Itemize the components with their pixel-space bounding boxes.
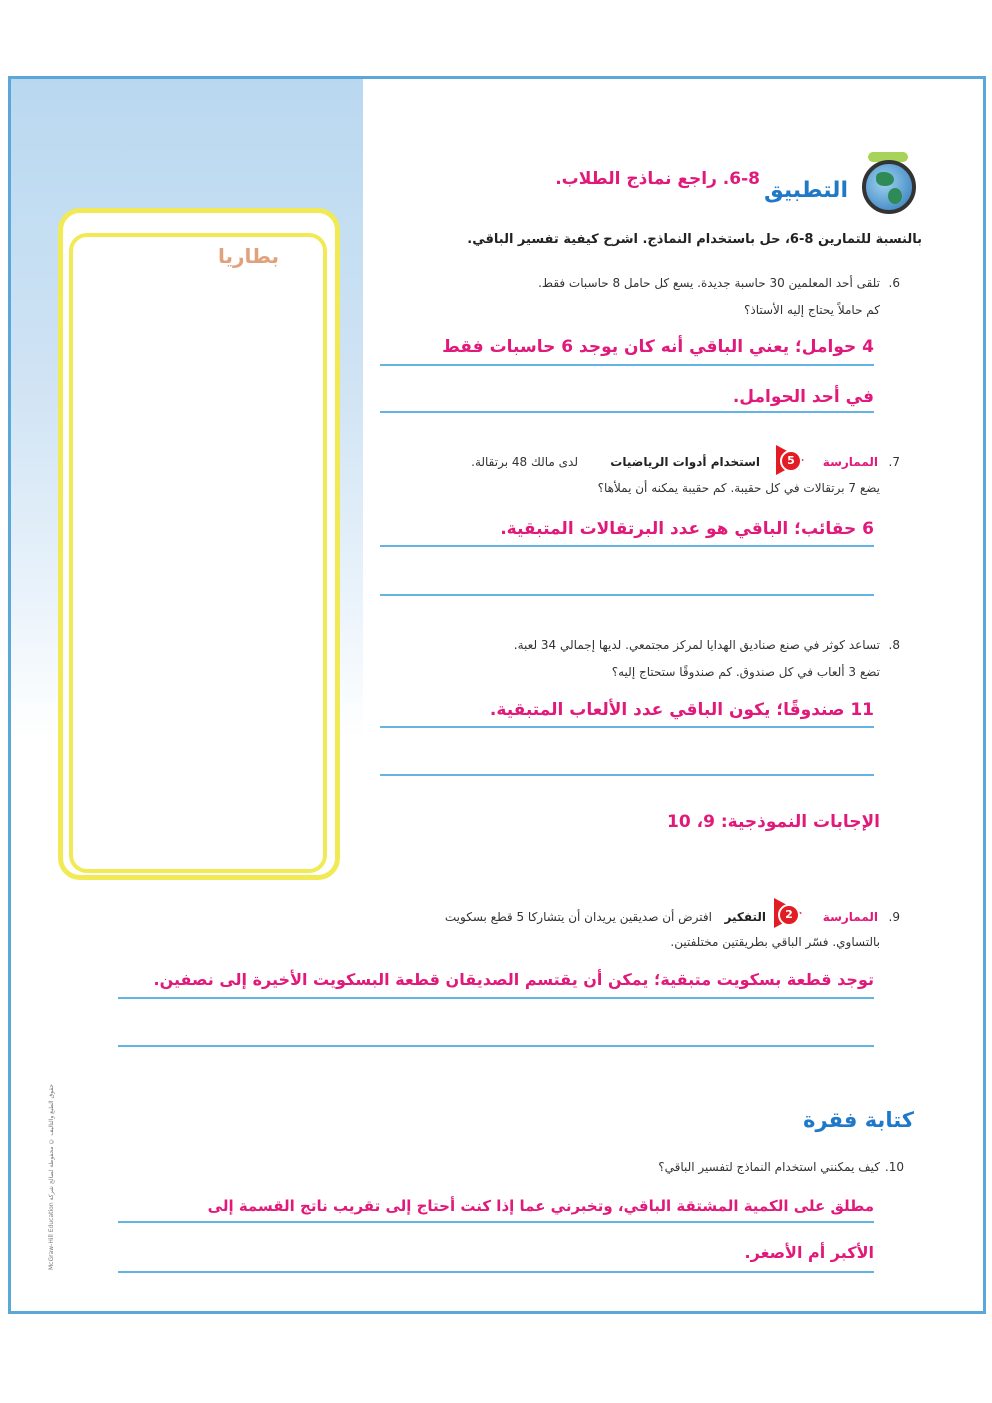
q10-question: كيف يمكنني استخدام النماذج لتفسير الباقي؟: [658, 1160, 880, 1174]
q9-practice-number: 2: [778, 904, 800, 926]
answer-line: [118, 997, 874, 999]
answer-line: [118, 1271, 874, 1273]
q8-text-line1: تساعد كوثر في صنع صناديق الهدايا لمركز مجتمعي. لديها إجمالي 34 لعبة.: [513, 638, 880, 652]
q7-text-line1: لدى مالك 48 برتقالة.: [471, 455, 578, 469]
q8-number: 8.: [888, 638, 900, 652]
q9-practice-label: الممارسة: [822, 910, 878, 924]
writing-title: كتابة فقرة: [803, 1108, 914, 1132]
q9-text-line2: بالتساوي. فسّر الباقي بطريقتين مختلفتين.: [670, 935, 880, 949]
answer-line: [380, 364, 874, 366]
q10-answer-line2: الأكبر أم الأصغر.: [744, 1243, 874, 1262]
q6-answer-line2: في أحد الحوامل.: [732, 387, 874, 407]
answer-line: [380, 594, 874, 596]
q7-answer-line1: 6 حقائب؛ الباقي هو عدد البرتقالات المتبقية.: [500, 519, 874, 539]
answer-line: [118, 1221, 874, 1223]
q9-number: 9.: [888, 910, 900, 924]
q9-answer-line1: توجد قطعة بسكويت متبقية؛ يمكن أن يقتسم الصديقان قطعة البسكويت الأخيرة إلى نصفين.: [153, 970, 874, 989]
q7-text-line2: يضع 7 برتقالات في كل حقيبة. كم حقيبة يمكنه أن يملأها؟: [597, 481, 880, 495]
sidebar-stamp: بطاريا: [218, 244, 280, 268]
q7-practice-tool: استخدام أدوات الرياضيات: [610, 455, 760, 469]
q6-text-line2: كم حاملاً يحتاج إليه الأستاذ؟: [744, 303, 880, 317]
q6-number: 6.: [888, 276, 900, 290]
q8-text-line2: تضع 3 ألعاب في كل صندوق. كم صندوقًا ستحتاج إليه؟: [611, 665, 880, 679]
answer-line: [380, 545, 874, 547]
header-answer: 6-8. راجع نماذج الطلاب.: [555, 169, 760, 189]
copyright-credit: McGraw-Hill Education حقوق الطبع والتأليف © محفوظة لصالح شركة: [48, 1084, 55, 1270]
q7-practice-label: الممارسة: [822, 455, 878, 469]
answer-line: [380, 726, 874, 728]
model-answers-note: الإجابات النموذجية: 9، 10: [667, 812, 880, 832]
section-title: التطبيق: [763, 178, 848, 203]
answer-line: [118, 1045, 874, 1047]
q9-practice-tool: التفكير: [724, 910, 766, 924]
q10-answer-line1: مطلق على الكمية المشتقة الباقي، وتخبرني عما إذا كنت أحتاج إلى تقريب ناتج القسمة إلى: [207, 1197, 874, 1215]
q8-answer-line1: 11 صندوقًا؛ يكون الباقي عدد الألعاب المتبقية.: [489, 700, 874, 720]
q7-practice-number: 5: [780, 450, 802, 472]
q10-number: 10.: [884, 1160, 904, 1174]
q7-number: 7.: [888, 455, 900, 469]
q6-answer-line1: 4 حوامل؛ يعني الباقي أنه كان يوجد 6 حاسبات فقط: [442, 337, 874, 357]
highlighted-note-box: [58, 208, 340, 880]
answer-line: [380, 411, 874, 413]
answer-line: [380, 774, 874, 776]
q9-text-line1: افترض أن صديقين يريدان أن يتشاركا 5 قطع بسكويت: [444, 910, 712, 924]
instructions: بالنسبة للتمارين 8-6، حل باستخدام النماذج. اشرح كيفية تفسير الباقي.: [467, 232, 922, 247]
globe-icon: [862, 160, 916, 214]
q6-text-line1: تلقى أحد المعلمين 30 حاسبة جديدة. يسع كل حامل 8 حاسبات فقط.: [538, 276, 880, 290]
